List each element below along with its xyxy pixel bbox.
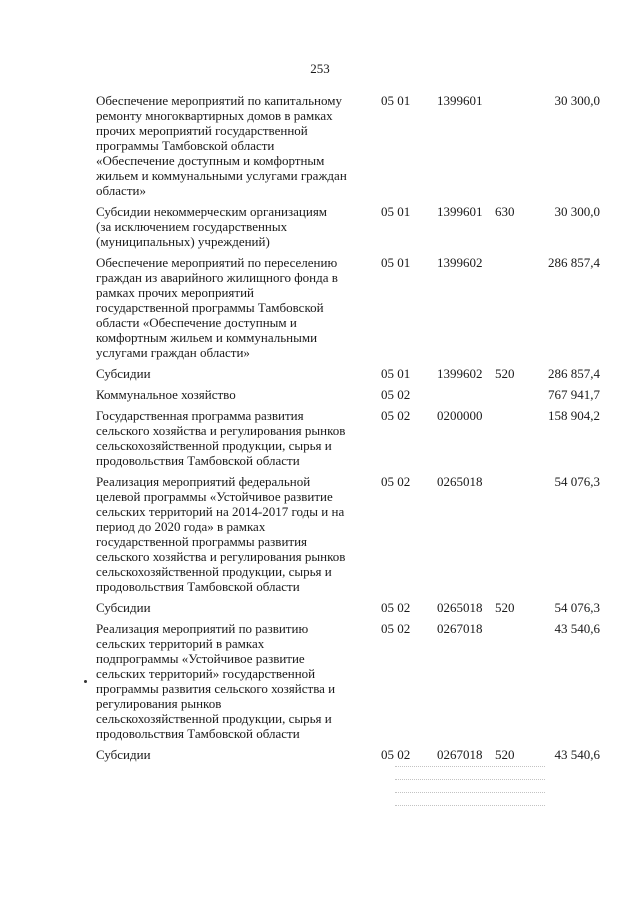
table-row (96, 621, 606, 741)
row-amount: 767 941,7 (548, 387, 600, 402)
table-row (96, 600, 606, 615)
row-section-code: 05 02 (381, 387, 411, 402)
row-amount: 286 857,4 (548, 255, 600, 270)
row-description: Субсидии некоммерческим организациям (за исключением государственных (муниципальных) учреждений) (96, 204, 328, 249)
row-expense-type: 520 (495, 747, 515, 762)
row-section-code: 05 02 (381, 600, 411, 615)
stamp-line (395, 766, 545, 773)
table-row (96, 387, 606, 402)
stamp-line (395, 779, 545, 786)
row-expense-type: 520 (495, 366, 515, 381)
row-description: Коммунальное хозяйство (96, 387, 236, 402)
row-section-code: 05 01 (381, 366, 411, 381)
table-row (96, 474, 606, 594)
row-target-code: 1399601 (437, 204, 483, 219)
row-target-code: 1399602 (437, 255, 483, 270)
row-description: Субсидии (96, 747, 151, 762)
table-row (96, 408, 606, 468)
row-target-code: 0267018 (437, 747, 483, 762)
row-amount: 30 300,0 (554, 93, 600, 108)
budget-table (96, 93, 606, 768)
row-expense-type: 630 (495, 204, 515, 219)
row-section-code: 05 02 (381, 621, 411, 636)
row-target-code: 1399602 (437, 366, 483, 381)
table-row (96, 366, 606, 381)
row-description: Обеспечение мероприятий по капитальному ремонту многоквартирных домов в рамках прочих мероприятий государственной программы Тамбовской области «Обеспечение доступным и комфортным жильем и коммунальными услугами граждан области» (96, 93, 347, 198)
scan-dot-mark (84, 680, 87, 683)
row-amount: 30 300,0 (554, 204, 600, 219)
row-target-code: 0267018 (437, 621, 483, 636)
row-amount: 158 904,2 (548, 408, 600, 423)
row-description: Субсидии (96, 366, 151, 381)
faint-stamp-mark (395, 760, 545, 820)
row-amount: 54 076,3 (554, 474, 600, 489)
row-description: Обеспечение мероприятий по переселению граждан из аварийного жилищного фонда в рамках прочих мероприятий государственной программы Тамбовской области «Обеспечение доступным и комфортным жильем и коммунальными услугами граждан области» (96, 255, 338, 360)
row-amount: 54 076,3 (554, 600, 600, 615)
row-target-code: 0265018 (437, 474, 483, 489)
stamp-line (395, 805, 545, 812)
page-number: 253 (310, 61, 330, 76)
row-section-code: 05 01 (381, 204, 411, 219)
table-row (96, 204, 606, 249)
table-row (96, 93, 606, 198)
row-section-code: 05 01 (381, 93, 411, 108)
row-section-code: 05 02 (381, 747, 411, 762)
row-section-code: 05 01 (381, 255, 411, 270)
row-section-code: 05 02 (381, 474, 411, 489)
row-section-code: 05 02 (381, 408, 411, 423)
row-target-code: 0265018 (437, 600, 483, 615)
row-description: Реализация мероприятий по развитию сельских территорий в рамках подпрограммы «Устойчивое развитие сельских территорий» государственной программы развития сельского хозяйства и регулирования рынков сельскохозяйственной продукции, сырья и продовольствия Тамбовской области (96, 621, 336, 741)
row-target-code: 0200000 (437, 408, 483, 423)
row-description: Государственная программа развития сельского хозяйства и регулирования рынков сельскохозяйственной продукции, сырья и продовольствия Тамбовской области (96, 408, 346, 468)
stamp-line (395, 792, 545, 799)
row-expense-type: 520 (495, 600, 515, 615)
row-description: Реализация мероприятий федеральной целевой программы «Устойчивое развитие сельских территорий на 2014-2017 годы и на период до 2020 года» в рамках государственной программы развития сельского хозяйства и регулирования рынков сельскохозяйственной продукции, сырья и продовольствия Тамбовской области (96, 474, 346, 594)
table-row (96, 255, 606, 360)
row-target-code: 1399601 (437, 93, 483, 108)
row-description: Субсидии (96, 600, 151, 615)
row-amount: 286 857,4 (548, 366, 600, 381)
row-amount: 43 540,6 (554, 747, 600, 762)
row-amount: 43 540,6 (554, 621, 600, 636)
